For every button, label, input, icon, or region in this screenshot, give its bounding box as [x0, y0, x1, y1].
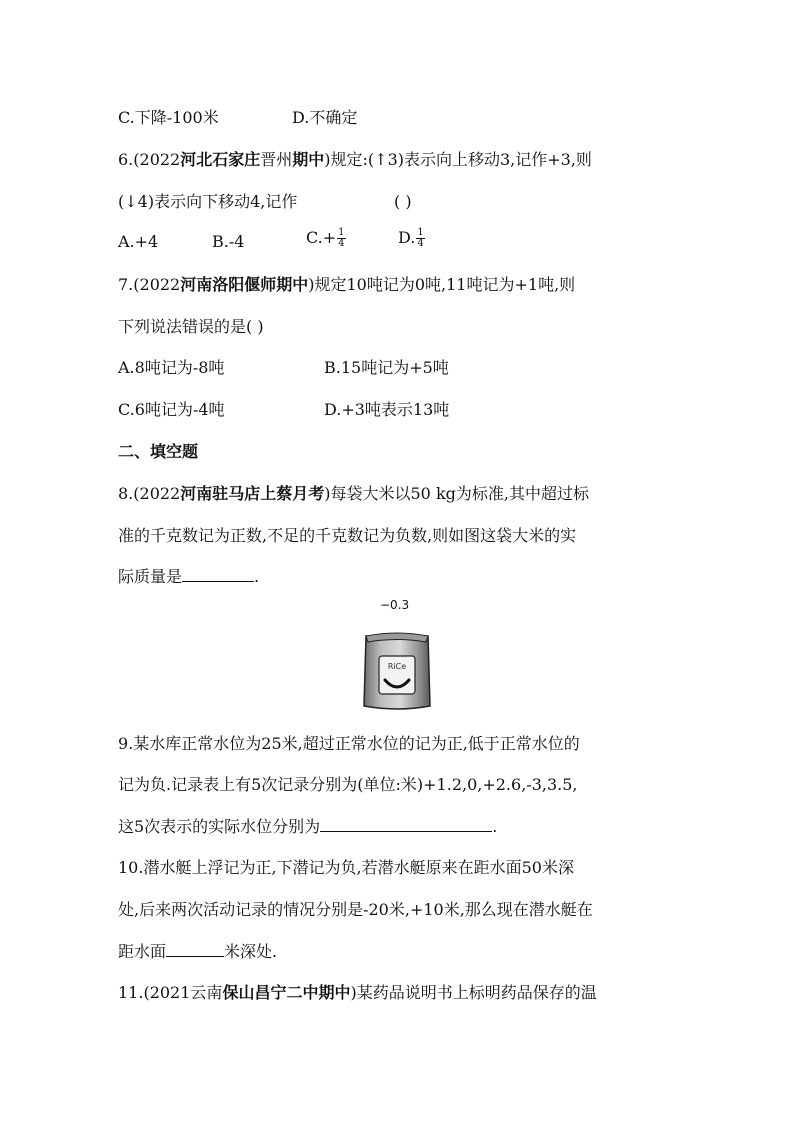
rice-bag-label: −0.3	[380, 598, 410, 612]
q5-option-d: D.不确定	[292, 108, 358, 127]
q11-source: 保山昌宁二中期中	[222, 983, 351, 1002]
q6-option-c-fraction	[337, 228, 345, 249]
fraction-denominator: 4	[338, 238, 345, 249]
q7-option-b: B.15吨记为+5吨	[324, 358, 449, 377]
fraction-numerator: 1	[417, 227, 424, 238]
q11-line-1	[118, 983, 678, 1003]
section-title: 二、填空题	[118, 442, 199, 461]
q8-source-open: (2022	[133, 484, 181, 503]
q10-text-1: 10.潜水艇上浮记为正,下潜记为负,若潜水艇原来在距水面50米深	[118, 858, 574, 877]
q8-source: 河南驻马店上蔡月考	[180, 484, 325, 503]
q6-text-2: (↓4)表示向下移动4,记作	[118, 192, 298, 211]
fraction-numerator: 1	[338, 227, 345, 238]
q11-text-1: 某药品说明书上标明药品保存的温	[356, 983, 597, 1002]
q6-source-close: )	[324, 150, 331, 169]
q9-text-3: 这5次表示的实际水位分别为	[118, 817, 321, 836]
q9-line-2	[118, 775, 678, 795]
q10-answer-blank[interactable]	[166, 941, 224, 957]
q10-line-2	[118, 900, 678, 920]
q6-option-d-prefix: D.	[398, 228, 416, 247]
q8-number: 8.	[118, 484, 134, 503]
q8-text-3: 际质量是	[118, 567, 183, 586]
q6-line-2	[118, 192, 678, 212]
q6-source-open: (2022	[133, 150, 181, 169]
q8-text-1: 每袋大米以50 kg为标准,其中超过标	[330, 484, 589, 503]
q10-text-3b: 米深处.	[224, 942, 278, 961]
q8-text-2: 准的千克数记为正数,不足的千克数记为负数,则如图这袋大米的实	[118, 526, 577, 545]
q9-text-2: 记为负.记录表上有5次记录分别为(单位:米)+1.2,0,+2.6,-3,3.5,	[118, 775, 578, 794]
q8-text-3-end: .	[254, 567, 260, 586]
q6-option-c	[306, 228, 347, 249]
q7-number: 7.	[118, 275, 134, 294]
q9-line-3	[118, 816, 678, 837]
q7-text-2: 下列说法错误的是( )	[118, 317, 264, 336]
q6-option-c-prefix: C.+	[306, 228, 337, 247]
q6-number: 6.	[118, 150, 134, 169]
q10-text-2: 处,后来两次活动记录的情况分别是-20米,+10米,那么现在潜水艇在	[118, 900, 593, 919]
q6-line-1	[118, 150, 678, 170]
q7-line-2	[118, 317, 678, 337]
q7-text-1: 规定10吨记为0吨,11吨记为+1吨,则	[314, 275, 576, 294]
q8-line-1	[118, 484, 678, 504]
q11-source-open: (2021	[143, 983, 191, 1002]
q6-answer-paren: ( )	[394, 192, 412, 211]
q7-source: 河南洛阳偃师期中	[180, 275, 309, 294]
q8-line-2	[118, 526, 678, 546]
q7-option-a: A.8吨记为-8吨	[118, 358, 225, 377]
q6-option-d-fraction	[416, 228, 424, 249]
q6-source-exam: 期中	[292, 150, 325, 169]
q9-text-1: 9.某水库正常水位为25米,超过正常水位的记为正,低于正常水位的	[118, 734, 580, 753]
q6-source-region: 河北石家庄	[180, 150, 261, 169]
q7-option-c: C.6吨记为-4吨	[118, 400, 225, 419]
q11-source-close: )	[350, 983, 357, 1002]
q7-source-close: )	[308, 275, 315, 294]
q9-text-3-end: .	[492, 817, 498, 836]
q9-line-1	[118, 734, 678, 754]
q7-option-d: D.+3吨表示13吨	[324, 400, 450, 419]
q6-text-1: 规定:(↑3)表示向上移动3,记作+3,则	[330, 150, 592, 169]
q7-source-open: (2022	[133, 275, 181, 294]
rice-bag-image	[360, 628, 434, 712]
fraction-denominator: 4	[417, 238, 424, 249]
q9-answer-blank[interactable]	[320, 816, 492, 832]
q6-option-d	[398, 228, 426, 249]
q8-answer-blank[interactable]	[182, 566, 254, 582]
q6-source-city: 晋州	[260, 150, 293, 169]
q8-source-close: )	[324, 484, 331, 503]
q10-text-3a: 距水面	[118, 942, 167, 961]
q7-line-1	[118, 275, 678, 295]
q8-line-3	[118, 566, 678, 587]
q11-source-province: 云南	[190, 983, 223, 1002]
q6-option-b: B.-4	[212, 232, 245, 251]
q11-number: 11.	[118, 983, 144, 1002]
q10-line-3	[118, 941, 678, 962]
q10-line-1	[118, 858, 678, 878]
q5-option-c: C.下降-100米	[118, 108, 219, 127]
q6-option-a: A.+4	[118, 232, 159, 251]
rice-bag-text: RiCe	[387, 662, 407, 671]
